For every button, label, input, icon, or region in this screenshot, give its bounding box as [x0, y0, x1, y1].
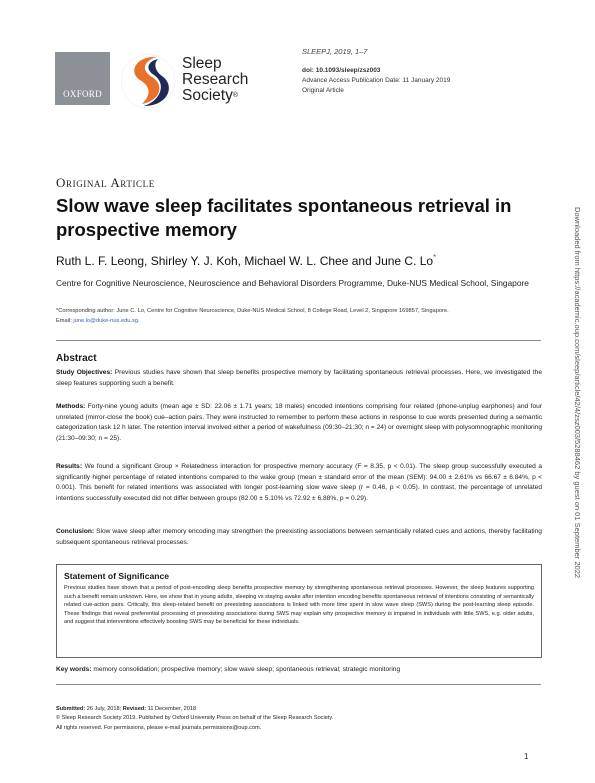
- oxford-logo-text: OXFORD: [63, 89, 102, 99]
- doi-link[interactable]: 10.1093/sleep/zsz003: [315, 67, 381, 74]
- registered-mark: ®: [232, 92, 239, 99]
- society-name-line: Sleep: [182, 55, 222, 72]
- submission-dates: Submitted: 26 July, 2018; Revised: 11 December, 2018: [56, 706, 197, 712]
- society-name-line: Society®: [182, 87, 239, 104]
- keywords: Key words: memory consolidation; prospective memory; slow wave sleep; spontaneous retrieval; strategic monitoring: [56, 666, 401, 673]
- article-category: Original Article: [302, 87, 344, 94]
- author-list: Ruth L. F. Leong, Shirley Y. J. Koh, Michael W. L. Chee and June C. Lo*: [56, 253, 437, 268]
- significance-text: Previous studies have shown that a period of post-encoding sleep benefits prospective memory by strengthening spontaneous retrieval processes. However, the sleep features supporting such a benefit remain unknown. Here, we show that in young adults, sleeping vs staying awake after intention encoding benefits spontaneous retrieval of intentions consisting of semantically related cue-action pairs. Critically, this sleep-related benefit on preexisting associations is linked with more time spent in slow wave sleep (SWS) during the post-learning sleep episode. These findings that reveal preferential processing of preexisting associations during SWS may explain why prospective memory is impaired in individuals with little SWS, e.g. older adults, and suggest that interventions effectively boosting SWS may be beneficial for these individuals.: [64, 585, 534, 626]
- abstract-methods: Methods: Forty-nine young adults (mean age ± SD: 22.06 ± 1.71 years; 18 males) encoded intentions comprising four related (phone-unplug earphones) and four unrelated (mirror-close the book) cue–action pairs. They were instructed to remember to perform these actions in response to cue words presented during a semantic categorization task 12 h later. The retention interval involved either a period of wakefulness (09:30–21:30; n = 24) or overnight sleep with polysomnographic monitoring (21:30–09:30; n = 25).: [56, 403, 542, 442]
- copyright-line: © Sleep Research Society 2019. Published by Oxford University Press on behalf of the Sleep Research Society.: [56, 715, 334, 722]
- abstract-results: Results: We found a significant Group × Relatedness interaction for prospective memory accuracy (F = 8.35, p < 0.01). The sleep group successfully executed a significantly higher percentage of related intentions compared to the wake group (mean ± standard error of the mean (SEM): 94.00 ± 2.61% vs 66.67 ± 6.84%, p < 0.001). This benefit for related intentions was associated with longer post-learning slow wave sleep (r = 0.46, p < 0.05). In contrast, the percentage of unrelated intentions successfully executed did not differ between groups (82.00 ± 5.10% vs 72.92 ± 6.88%, p = 0.29).: [56, 463, 542, 502]
- divider: [56, 684, 541, 685]
- journal-meta: [302, 47, 450, 96]
- corresponding-author-mark[interactable]: *: [433, 253, 437, 262]
- abstract-conclusion: Conclusion: Slow wave sleep after memory encoding may strengthen the preexisting associations between semantically related cues and actions, thereby facilitating subsequent spontaneous retrieval processes.: [56, 528, 542, 546]
- article-title: Slow wave sleep facilitates spontaneous retrieval in prospective memory: [56, 195, 512, 240]
- oxford-logo: [55, 52, 110, 105]
- advance-access-date: Advance Access Publication Date: 11 January 2019: [302, 77, 451, 84]
- society-name-line: Research: [182, 71, 249, 88]
- corresponding-author-note: *Corresponding author: June C. Lo, Centre for Cognitive Neuroscience, Duke-NUS Medical School, 8 College Road, Level 2, Singapore 169857, Singapore. Email: june.lo@duke-nus.edu.sg.: [56, 308, 449, 324]
- page-number: 1: [524, 752, 529, 761]
- society-name: [182, 56, 248, 104]
- footer: [56, 705, 333, 733]
- abstract-objectives: Study Objectives: Previous studies have shown that sleep benefits prospective memory by facilitating spontaneous retrieval processes. Here, we investigated the sleep features supporting such a benefit.: [56, 369, 542, 387]
- significance-heading: Statement of Significance: [64, 571, 170, 581]
- article-type: Original Article: [56, 175, 155, 190]
- affiliation: Centre for Cognitive Neuroscience, Neuroscience and Behavioral Disorders Programme, Duke-NUS Medical School, Singapore: [56, 278, 529, 288]
- divider: [56, 340, 541, 341]
- download-watermark-text: Downloaded from https://academic.oup.com/sleep/article/42/4/zsz003/5288462 by guest on 01 September 2022: [573, 207, 582, 579]
- abstract-heading: Abstract: [56, 353, 97, 364]
- rights-line: All rights reserved. For permissions, please e-mail journals.permissions@oup.com.: [56, 724, 262, 731]
- journal-citation: SLEEPJ, 2019, 1–7: [302, 47, 368, 56]
- email-link[interactable]: june.lo@duke-nus.edu.sg.: [73, 317, 140, 324]
- download-watermark: [574, 207, 584, 607]
- doi-line: doi: 10.1093/sleep/zsz003: [302, 67, 381, 74]
